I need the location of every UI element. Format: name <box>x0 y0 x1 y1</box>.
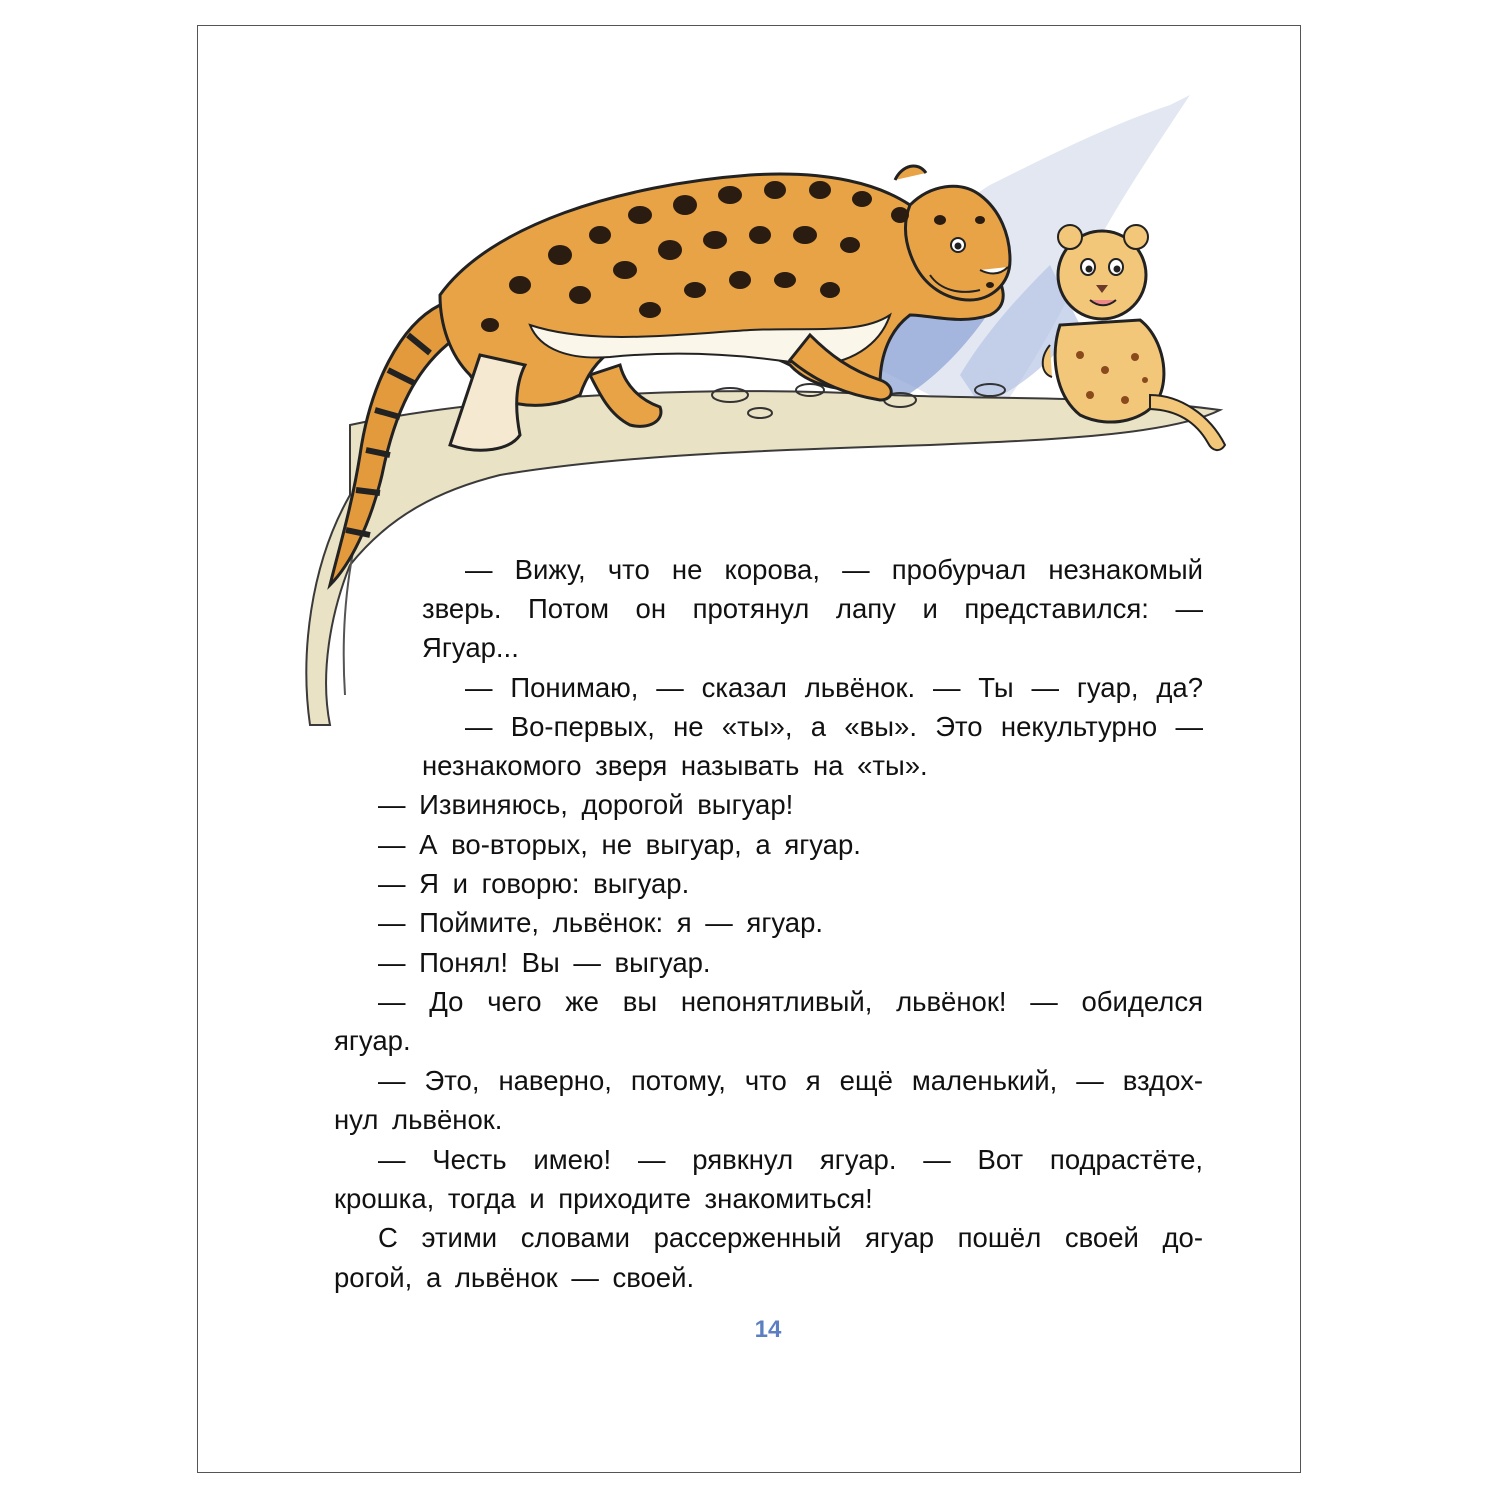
text-line: ягуар. <box>334 1025 411 1056</box>
text-line: — Я и говорю: выгуар. <box>378 868 690 899</box>
jaguar-and-cub-illustration <box>290 95 1250 735</box>
text-line: — Во-первых, не «ты», а «вы». Это некультурно — <box>465 711 1203 742</box>
page-number: 14 <box>754 1316 782 1343</box>
text-line: — А во-вторых, не выгуар, а ягуар. <box>378 829 861 860</box>
text-line: зверь. Потом он протянул лапу и представился: — <box>422 593 1203 624</box>
text-line: — Понимаю, — сказал львёнок. — Ты — гуар, да? <box>465 672 1203 703</box>
text-line: — Вижу, что не корова, — пробурчал незнакомый <box>465 554 1203 585</box>
text-line: рогой, а львёнок — своей. <box>334 1262 695 1293</box>
text-line: — Поймите, львёнок: я — ягуар. <box>378 907 824 938</box>
text-line: — До чего же вы непонятливый, львёнок! — обиделся <box>378 986 1203 1017</box>
text-line: Ягуар... <box>422 632 519 663</box>
text-line: С этими словами рассерженный ягуар пошёл своей до- <box>378 1222 1203 1253</box>
text-line: нул львёнок. <box>334 1104 503 1135</box>
text-line: — Это, наверно, потому, что я ещё маленький, — вздох- <box>378 1065 1203 1096</box>
text-line: — Извиняюсь, дорогой выгуар! <box>378 789 794 820</box>
text-line: — Честь имею! — рявкнул ягуар. — Вот подрастёте, <box>378 1144 1203 1175</box>
text-line: крошка, тогда и приходите знакомиться! <box>334 1183 873 1214</box>
text-line: — Понял! Вы — выгуар. <box>378 947 711 978</box>
text-line: незнакомого зверя называть на «ты». <box>422 750 928 781</box>
